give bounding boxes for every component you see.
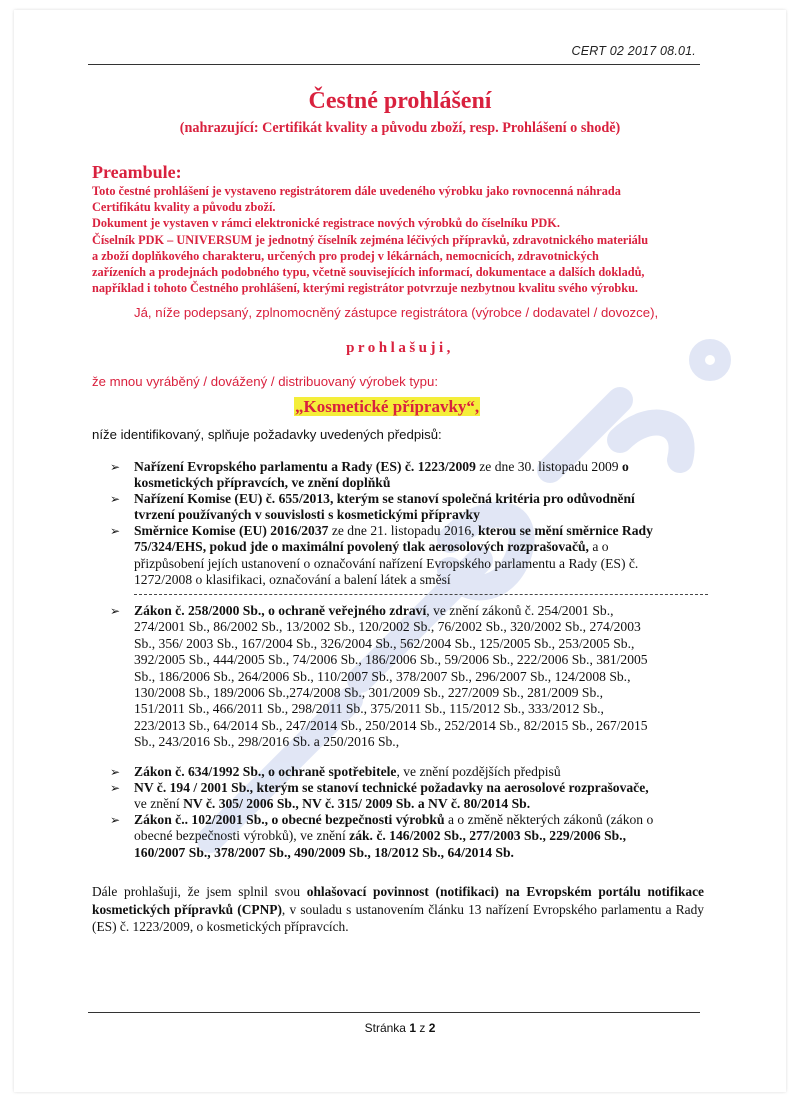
product-type: „Kosmetické přípravky“, (295, 397, 480, 416)
regulation-text: a o (588, 539, 609, 555)
regulation-text: ze dne 21. listopadu 2016, (328, 523, 478, 538)
regulation-text: 75/324/EHS, pokud jde o maximální povolený tlak aerosolových rozprašovačů, (134, 539, 589, 555)
closing-text: ohlašovací povinnost (notifikaci) na Evropském portálu notifikace kosmetických přípravků (CPNP) (92, 884, 704, 917)
page-subtitle: (nahrazující: Certifikát kvality a původu zboží, resp. Prohlášení o shodě) (179, 120, 621, 136)
page-of-label: z (416, 1021, 429, 1035)
page-label: Stránka (364, 1021, 410, 1035)
preamble-line: Certifikátu kvality a původu zboží. (92, 200, 276, 215)
arrow-bullet-icon: ➢ (110, 781, 121, 795)
regulation-text: tvrzení používaných v souvislosti s kosmetickými přípravky (134, 507, 480, 523)
regulation-item (110, 764, 710, 780)
closing-text: Dále prohlašuji, že jsem splnil svou (92, 884, 307, 899)
regulation-text: 392/2005 Sb., 444/2005 Sb., 74/2006 Sb., 186/2006 Sb., 59/2006 Sb., 222/2006 Sb., 381/2005 (134, 652, 648, 668)
header-divider (88, 64, 700, 65)
regulation-text: 130/2008 Sb., 189/2006 Sb.,274/2008 Sb., 301/2009 Sb., 227/2009 Sb., 281/2009 Sb., (134, 685, 604, 701)
regulation-text: , ve znění zákonů č. 254/2001 Sb., (426, 603, 614, 618)
regulation-item (110, 523, 710, 589)
regulation-text: obecné bezpečnosti výrobků), ve znění (134, 828, 350, 844)
regulation-text: přizpůsobení jejích ustanovení o označování nařízení Evropského parlamentu a Rady (ES) č. (134, 555, 639, 571)
regulation-text: Sb., 243/2016 Sb., 298/2016 Sb. a 250/2016 Sb., (134, 734, 400, 750)
regulation-title: NV č. 194 / 2001 Sb., kterým se stanoví technické požadavky na aerosolové rozprašovače, (134, 780, 649, 795)
closing-paragraph (92, 883, 704, 936)
regulation-text: , ve znění pozdějších předpisů (396, 764, 561, 779)
preamble-line: například i tohoto Čestného prohlášení, kterými registrátor potvrzuje nezbytnou kvalitu svého výrobku. (92, 281, 638, 296)
regulation-item (110, 491, 710, 524)
regulation-text: 151/2011 Sb., 466/2011 Sb., 298/2011 Sb., 375/2011 Sb., 115/2012 Sb., 333/2012 Sb., (134, 701, 604, 717)
arrow-bullet-icon: ➢ (110, 604, 121, 618)
regulation-title: Zákon č.. 102/2001 Sb., o obecné bezpečnosti výrobků (134, 812, 445, 827)
page-title: Čestné prohlášení (308, 88, 492, 114)
preamble-line: Dokument je vystaven v rámci elektronické registrace nových výrobků do číselníku PDK. (92, 216, 560, 231)
current-page: 1 (409, 1021, 417, 1035)
footer-divider (88, 1012, 700, 1013)
arrow-bullet-icon: ➢ (110, 765, 121, 779)
regulation-text: 1272/2008 o klasifikaci, označování a balení látek a směsí (134, 572, 451, 588)
product-intro: že mnou vyráběný / dovážený / distribuovaný výrobek typu: (92, 374, 438, 389)
regulation-text: Sb., 356/ 2003 Sb., 167/2004 Sb., 326/2004 Sb., 562/2004 Sb., 125/2005 Sb., 253/2005 Sb., (134, 635, 635, 651)
regulation-item (110, 780, 710, 813)
regulation-title: Nařízení Evropského parlamentu a Rady (ES) č. 1223/2009 (134, 459, 476, 474)
preamble-line: a zboží doplňkového charakteru, určených pro prodej v lékárnách, nemocnicích, zdravotnických (92, 248, 599, 263)
regulation-text: 160/2007 Sb., 378/2007 Sb., 490/2009 Sb., 18/2012 Sb., 64/2014 Sb. (134, 844, 514, 860)
preamble-line: Číselník PDK – UNIVERSUM je jednotný číselník zejména léčivých přípravků, zdravotnického materiálu (92, 232, 649, 247)
declaration-intro: Já, níže podepsaný, zplnomocněný zástupce registrátora (výrobce / dodavatel / dovozce), (134, 305, 659, 320)
total-pages: 2 (428, 1021, 436, 1035)
regulation-text: Sb., 186/2006 Sb., 264/2006 Sb., 110/2007 Sb., 378/2007 Sb., 296/2007 Sb., 124/2008 Sb., (134, 668, 631, 684)
regulation-text: 274/2001 Sb., 86/2002 Sb., 13/2002 Sb., 120/2002 Sb., 76/2002 Sb., 320/2002 Sb., 274/2003 (134, 619, 641, 635)
preamble-heading: Preambule: (92, 162, 182, 182)
regulation-text: ve znění (134, 796, 184, 812)
arrow-bullet-icon: ➢ (110, 492, 121, 506)
preamble-line: Toto čestné prohlášení je vystaveno registrátorem dále uvedeného výrobku jako rovnocenná náhrada (92, 184, 621, 198)
arrow-bullet-icon: ➢ (110, 813, 121, 827)
page-number (0, 1021, 800, 1035)
regulation-item (110, 603, 710, 751)
regulation-text: kosmetických přípravcích, ve znění doplňků (134, 475, 391, 491)
regulation-item (110, 812, 710, 861)
preamble-line: zařízeních a prodejnách podobného typu, včetně souvisejících informací, dokumentace a dalších dokladů, (92, 265, 645, 280)
regulation-text: ze dne 30. listopadu 2009 (475, 459, 622, 474)
dashed-divider (134, 594, 708, 595)
document-code: CERT 02 2017 08.01. (571, 44, 696, 58)
arrow-bullet-icon: ➢ (110, 524, 121, 538)
regulation-text: a o změně některých zákonů (zákon o (444, 812, 654, 827)
regulation-text: NV č. 305/ 2006 Sb., NV č. 315/ 2009 Sb. a NV č. 80/2014 Sb. (183, 796, 531, 812)
regulation-title: Směrnice Komise (EU) 2016/2037 (134, 523, 329, 538)
conformity-statement: níže identifikovaný, splňuje požadavky uvedených předpisů: (92, 427, 442, 442)
arrow-bullet-icon: ➢ (110, 460, 121, 474)
regulation-text: zák. č. 146/2002 Sb., 277/2003 Sb., 229/2006 Sb., (349, 828, 626, 844)
regulation-title: Zákon č. 634/1992 Sb., o ochraně spotřebitele (134, 764, 397, 779)
preamble-text (92, 183, 712, 296)
regulation-title: Zákon č. 258/2000 Sb., o ochraně veřejného zdraví (134, 603, 427, 618)
regulation-text: kterou se mění směrnice Rady (477, 523, 653, 538)
declaration-heading: prohlašuji, (346, 340, 454, 356)
regulation-title: Nařízení Komise (EU) č. 655/2013, kterým se stanoví společná kritéria pro odůvodnění (134, 491, 635, 506)
regulation-item (110, 459, 710, 492)
regulation-text: 223/2013 Sb., 64/2014 Sb., 247/2014 Sb., 250/2014 Sb., 252/2014 Sb., 82/2015 Sb., 267/2015 (134, 717, 648, 733)
closing-text: , v souladu s ustanovením článku 13 nařízení Evropského parlamentu a Rady (ES) č. 1223/2009, o kosmetických přípravcích. (92, 901, 704, 934)
regulation-text: o (621, 459, 629, 474)
